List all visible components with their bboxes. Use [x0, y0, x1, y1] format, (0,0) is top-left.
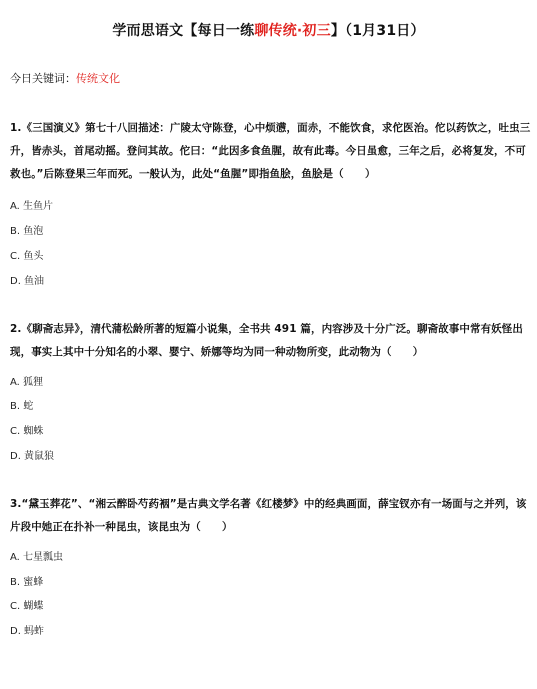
- title-prefix: 学而思语文【每日一练: [112, 23, 255, 39]
- question-2-option-b[interactable]: B. 蛇: [10, 401, 34, 412]
- question-1-option-b[interactable]: B. 鱼泡: [10, 226, 44, 237]
- title-highlight: 聊传统·初三: [254, 23, 331, 39]
- question-2-option-c[interactable]: C. 蜘蛛: [10, 426, 44, 437]
- question-1-option-d[interactable]: D. 鱼油: [10, 276, 45, 287]
- keyword-value: 传统文化: [76, 72, 120, 85]
- question-3-option-d[interactable]: D. 蚂蚱: [10, 626, 45, 637]
- question-2-option-a[interactable]: A. 狐狸: [10, 377, 44, 388]
- question-2-text: 2.《聊斋志异》，清代蒲松龄所著的短篇小说集，全书共 491 篇，内容涉及十分广泛。聊斋故事中常有妖怪出现，事实上其中十分知名的小翠、婴宁、娇娜等均为同一种动物所变，此动物为（ ）: [10, 323, 523, 358]
- question-1-text: 1.《三国演义》第七十八回描述：广陵太守陈登，心中烦懑，面赤，不能饮食，求佗医治。佗以药饮之，吐虫三升，皆赤头，首尾动摇。登问其故。佗曰：“此因多食鱼腥，故有此毒。今日虽愈，三年之后，必将复发，不可救也。”后陈登果三年而死。一般认为，此处“鱼腥”即指鱼脍，鱼脍是（ ）: [10, 122, 531, 180]
- question-3-text: 3.“黛玉葬花”、“湘云醉卧芍药裀”是古典文学名著《红楼梦》中的经典画面，薛宝钗亦有一场面与之并列，该片段中她正在扑补一种昆虫，该昆虫为（ ）: [10, 498, 527, 533]
- question-2-option-d[interactable]: D. 黄鼠狼: [10, 451, 55, 462]
- keyword-label: 今日关键词：: [10, 72, 76, 85]
- question-3-option-b[interactable]: B. 蜜蜂: [10, 577, 44, 588]
- page-title: [0, 20, 537, 40]
- question-3-option-c[interactable]: C. 蝴蝶: [10, 601, 44, 612]
- title-date: 】（1月31日）: [330, 23, 425, 39]
- question-3-option-a[interactable]: A. 七星瓢虫: [10, 552, 64, 563]
- keyword-line: [10, 70, 120, 86]
- question-1-option-c[interactable]: C. 鱼头: [10, 251, 44, 262]
- question-1-option-a[interactable]: A. 生鱼片: [10, 201, 54, 212]
